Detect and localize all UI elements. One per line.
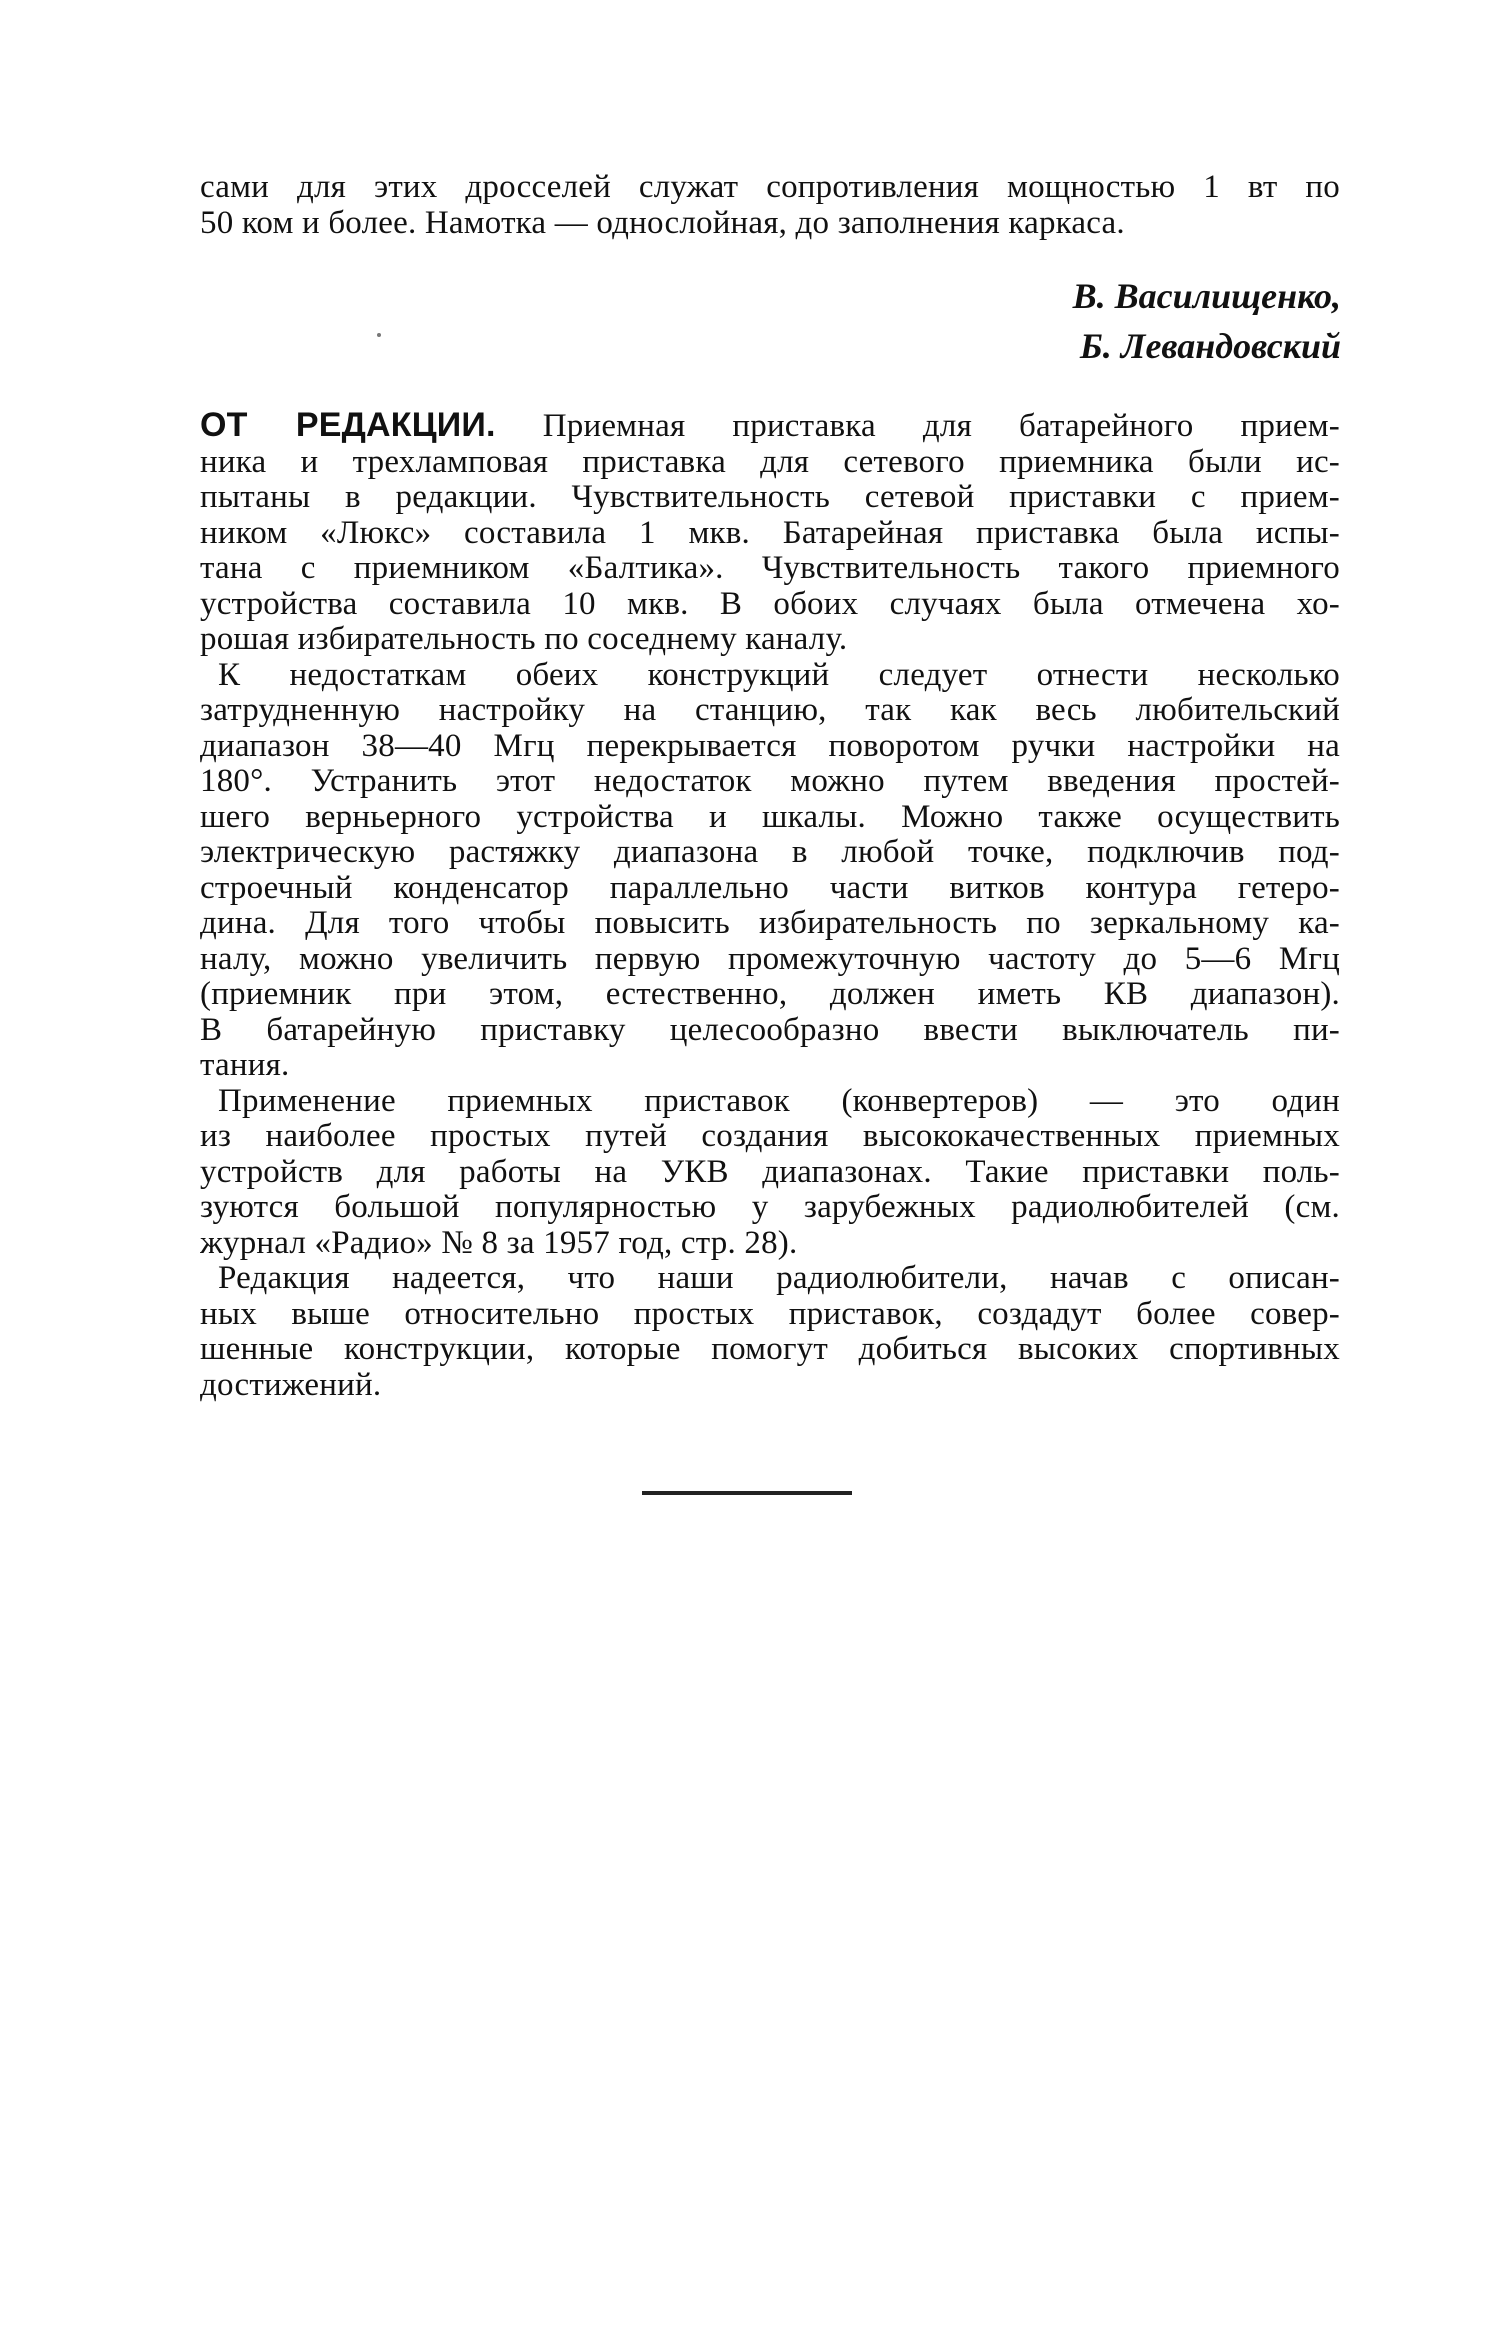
text-line: из наиболее простых путей создания высококачественных приемных: [200, 1119, 1340, 1154]
text-line: ником «Люкс» составила 1 мкв. Батарейная приставка была испы-: [200, 515, 1340, 551]
text-line: зуются большой популярностью у зарубежных радиолюбителей (см.: [200, 1190, 1340, 1225]
author-signature: Б. Левандовский: [1079, 326, 1341, 366]
text-line: тания.: [200, 1048, 290, 1083]
text-line: рошая избирательность по соседнему каналу.: [200, 622, 848, 657]
text-line: шенные конструкции, которые помогут добиться высоких спортивных: [200, 1332, 1340, 1367]
text-line: устройства составила 10 мкв. В обоих случаях была отмечена хо-: [200, 586, 1340, 622]
text-line: сами для этих дросселей служат сопротивления мощностью 1 вт по: [200, 170, 1340, 205]
text-line: 50 ком и более. Намотка — однослойная, до заполнения каркаса.: [200, 205, 1125, 241]
text-line: Редакция надеется, что наши радиолюбители, начав с описан-: [218, 1261, 1340, 1296]
print-speck: [377, 333, 381, 337]
text-line: дина. Для того чтобы повысить избирательность по зеркальному ка-: [200, 906, 1340, 941]
text-line: пытаны в редакции. Чувствительность сетевой приставки с прием-: [200, 480, 1340, 515]
editorial-first-line: [200, 408, 1340, 445]
editorial-note: [200, 408, 1340, 1403]
intro-text: [200, 170, 1340, 241]
text-line: Применение приемных приставок (конвертеров) — это один: [218, 1083, 1340, 1119]
text-line: достижений.: [200, 1367, 382, 1403]
text-line: налу, можно увеличить первую промежуточную частоту до 5—6 Мгц: [200, 941, 1340, 977]
text-line: К недостаткам обеих конструкций следует отнести несколько: [218, 657, 1340, 693]
text-fragment: Приемная приставка для батарейного прием-: [542, 408, 1340, 444]
author-signature: В. Василищенко,: [1072, 276, 1341, 316]
text-line: ника и трехламповая приставка для сетевого приемника были ис-: [200, 444, 1340, 480]
text-line: В батарейную приставку целесообразно ввести выключатель пи-: [200, 1012, 1340, 1048]
text-line: диапазон 38—40 Мгц перекрывается поворотом ручки настройки на: [200, 728, 1340, 764]
text-line: затрудненную настройку на станцию, так как весь любительский: [200, 693, 1340, 728]
text-line: устройств для работы на УКВ диапазонах. Такие приставки поль-: [200, 1154, 1340, 1190]
section-end-rule: [642, 1491, 852, 1495]
text-line: журнал «Радио» № 8 за 1957 год, стр. 28).: [200, 1225, 798, 1261]
text-line: шего верньерного устройства и шкалы. Можно также осуществить: [200, 799, 1340, 835]
text-line: электрическую растяжку диапазона в любой точке, подключив под-: [200, 835, 1340, 870]
text-line: ных выше относительно простых приставок, создадут более совер-: [200, 1296, 1340, 1332]
text-line: строечный конденсатор параллельно части витков контура гетеро-: [200, 870, 1340, 906]
text-line: тана с приемником «Балтика». Чувствительность такого приемного: [200, 551, 1340, 586]
text-line: (приемник при этом, естественно, должен иметь КВ диапазон).: [200, 977, 1340, 1012]
text-line: 180°. Устранить этот недостаток можно путем введения простей-: [200, 764, 1340, 799]
editorial-heading: ОТ РЕДАКЦИИ.: [200, 408, 496, 444]
